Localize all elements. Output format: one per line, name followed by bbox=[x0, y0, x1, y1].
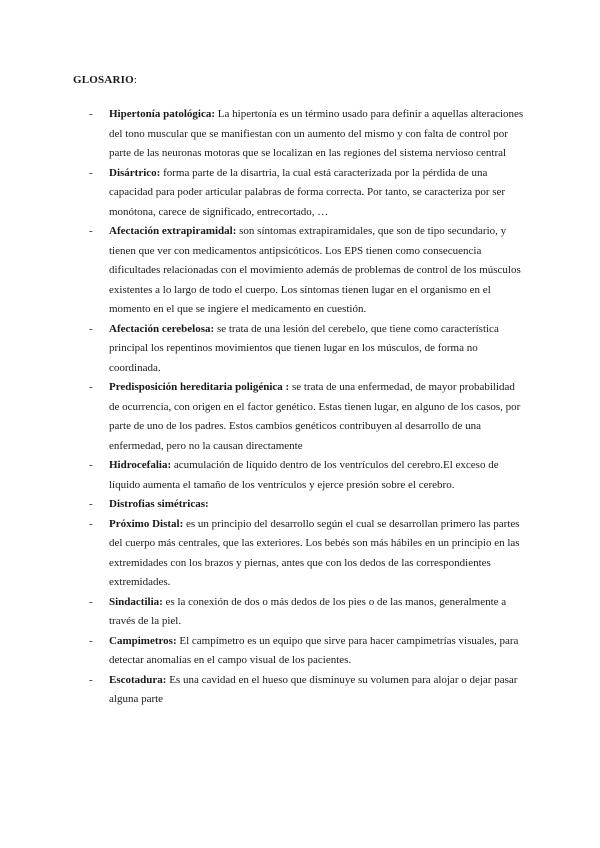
bullet-dash: - bbox=[89, 166, 93, 179]
entry-separator: : bbox=[211, 108, 216, 120]
bullet-dash: - bbox=[89, 673, 93, 686]
entry-term: Predisposición hereditaria poligénica bbox=[109, 381, 283, 393]
entry-separator: : bbox=[179, 517, 184, 530]
entry-definition: El campímetro es un equipo que sirve para hacer campimetrías visuales, para detectar anomalías en el campo visual de los pacientes. bbox=[109, 634, 519, 666]
bullet-dash: - bbox=[89, 381, 93, 393]
glossary-entry-sindactilia bbox=[0, 593, 526, 632]
entry-separator: : bbox=[282, 381, 290, 393]
bullet-dash: - bbox=[89, 634, 93, 647]
bullet-dash: - bbox=[89, 459, 93, 471]
glossary-title-colon: : bbox=[133, 74, 138, 86]
entry-separator: : bbox=[162, 673, 167, 686]
bullet-dash: - bbox=[89, 517, 93, 530]
glossary-entry-afectacion-extrapiramidal bbox=[0, 222, 526, 320]
entry-separator: : bbox=[205, 498, 209, 510]
entry-term: Afectación extrapiramidal bbox=[109, 225, 233, 237]
entry-definition: se trata de una enfermedad, de mayor probabilidad de ocurrencia, con origen en el factor genético. Estas tienen lugar, en alguno de los casos, por parte de uno de los padres. Estos cambios genéticos contribuyen al desarrollo de una enfermedad, pero no la causan directamente bbox=[109, 381, 521, 452]
glossary-entry-campimetros bbox=[0, 632, 526, 671]
entry-definition: acumulación de líquido dentro de los ventrículos del cerebro.El exceso de líquido aumenta el tamaño de los ventrículos y ejerce presión sobre el cerebro. bbox=[109, 459, 499, 491]
glossary-entry-predisposicion-hereditaria bbox=[0, 378, 526, 456]
bullet-dash: - bbox=[89, 498, 93, 510]
glossary-entry-distrofias-simetricas bbox=[0, 495, 526, 515]
entry-definition: forma parte de la disartria, la cual está caracterizada por la pérdida de una capacidad para poder articular palabras de forma correcta. Por tanto, se caracteriza por ser monótona, carece de significado, entrecortado, … bbox=[109, 166, 506, 218]
glossary-entry-disartrico bbox=[0, 164, 526, 223]
glossary-title-text: GLOSARIO bbox=[73, 74, 134, 86]
entry-term: Afectación cerebelosa bbox=[109, 322, 211, 335]
glossary-list bbox=[0, 105, 600, 710]
entry-separator: : bbox=[210, 322, 215, 335]
entry-separator: : bbox=[232, 225, 237, 237]
entry-separator: : bbox=[167, 459, 172, 471]
bullet-dash: - bbox=[89, 322, 93, 335]
bullet-dash: - bbox=[89, 108, 93, 120]
bullet-dash: - bbox=[89, 595, 93, 608]
entry-definition: es un principio del desarrollo según el cual se desarrollan primero las partes del cuerpo más centrales, que las exteriores. Los bebés son más hábiles en un principio en las extremidades con los brazos y piernas, antes que con los dedos de las correspondientes extremidades. bbox=[109, 517, 520, 588]
entry-term: Sindactilia bbox=[109, 595, 160, 608]
entry-definition: es la conexión de dos o más dedos de los pies o de las manos, generalmente a través de la piel. bbox=[109, 595, 507, 627]
glossary-entry-hidrocefalia bbox=[0, 456, 526, 495]
entry-term: Distrofias simétricas bbox=[109, 498, 206, 510]
entry-separator: : bbox=[159, 595, 163, 608]
glossary-entry-proximo-distal bbox=[0, 515, 526, 593]
entry-separator: : bbox=[156, 166, 161, 179]
bullet-dash: - bbox=[89, 225, 93, 237]
entry-term: Hidrocefalia bbox=[109, 459, 168, 471]
glossary-entry-hipertonia bbox=[0, 105, 526, 164]
entry-term: Próximo Distal bbox=[109, 517, 180, 530]
glossary-entry-escotadura bbox=[0, 671, 526, 710]
glossary-entry-afectacion-cerebelosa bbox=[0, 320, 526, 379]
glossary-title bbox=[73, 74, 137, 86]
entry-definition: se trata de una lesión del cerebelo, que tiene como característica principal los repentinos movimientos que tienen lugar en los músculos, de forma no coordinada. bbox=[109, 322, 499, 374]
entry-definition: Es una cavidad en el hueso que disminuye su volumen para alojar o dejar pasar alguna parte bbox=[109, 673, 518, 705]
entry-term: Escotadura bbox=[109, 673, 163, 686]
entry-separator: : bbox=[172, 634, 177, 647]
entry-term: Hipertonía patológica bbox=[109, 108, 212, 120]
entry-definition: son síntomas extrapiramidales, que son de tipo secundario, y tienen que ver con medicamentos antipsicóticos. Los EPS tienen como consecuencia dificultades relacionadas con el movimiento además de problemas de control de los músculos existentes a lo largo de todo el cuerpo. Los síntomas tienen lugar en el organismo en el momento en el que se ingiere el medicamento en cuestión. bbox=[109, 225, 521, 315]
entry-term: Disártrico bbox=[109, 166, 157, 179]
entry-definition: La hipertonía es un término usado para definir a aquellas alteraciones del tono muscular que se manifiestan con un aumento del mismo y con falta de control por parte de las neuronas motoras que se localizan en las regiones del sistema nervioso central bbox=[109, 108, 524, 159]
entry-term: Campimetros bbox=[109, 634, 173, 647]
